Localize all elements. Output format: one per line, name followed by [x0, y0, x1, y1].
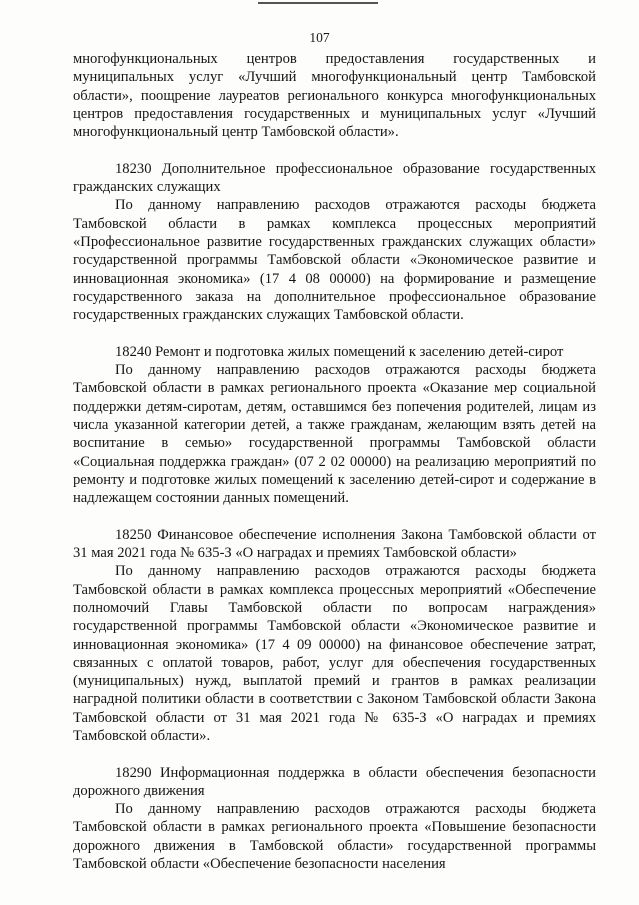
- section-heading-18250: 18250 Финансовое обеспечение исполнения Закона Тамбовской области от 31 мая 2021 года № 635-З «О наградах и премиях Тамбовской области»: [73, 526, 596, 562]
- top-edge-line: [258, 2, 378, 4]
- section-heading-18290: 18290 Информационная поддержка в области обеспечения безопасности дорожного движения: [73, 764, 596, 799]
- document-body: [73, 50, 596, 873]
- section-body-18240: По данному направлению расходов отражаются расходы бюджета Тамбовской области в рамках регионального проекта «Оказание мер социальной поддержки детям-сиротам, детям, оставшимся без попечения родителей, лицам из числа указанной категории детей, а также гражданам, желающим взять детей на воспитание в семью» государственной программы Тамбовской области «Социальная поддержка граждан» (07 2 02 00000) на реализацию мероприятий по ремонту и подготовке жилых помещений к заселению детей-сирот и содержание в надлежащем состоянии данных помещений.: [73, 362, 596, 507]
- section-heading-18230: 18230 Дополнительное профессиональное образование государственных гражданских служащих: [73, 160, 596, 196]
- section-body-18250: По данному направлению расходов отражаются расходы бюджета Тамбовской области в рамках комплекса процессных мероприятий «Обеспечение полномочий Главы Тамбовской области по вопросам награждения» государственной программы Тамбовской области «Экономическое развитие и инновационная экономика» (17 4 09 00000) на финансовое обеспечение затрат, связанных с оплатой товаров, работ, услуг для обеспечения государственных (муниципальных) нужд, выплатой премий и грантов в рамках реализации наградной политики области в соответствии с Законом Тамбовской области Закона Тамбовской области от 31 мая 2021 года № 635-З «О наградах и премиях Тамбовской области».: [73, 563, 596, 744]
- section-body-18230: По данному направлению расходов отражаются расходы бюджета Тамбовской области в рамках комплекса процессных мероприятий «Профессиональное развитие государственных гражданских служащих области» государственной программы Тамбовской области «Экономическое развитие и инновационная экономика» (17 4 08 00000) на формирование и размещение государственного заказа на дополнительное профессиональное образование государственных гражданских служащих Тамбовской области.: [73, 197, 596, 324]
- section-body-18290: По данному направлению расходов отражаются расходы бюджета Тамбовской области в рамках регионального проекта «Повышение безопасности дорожного движения в Тамбовской области» государственной программы Тамбовской области «Обеспечение безопасности населения: [73, 801, 596, 873]
- section-heading-18240: 18240 Ремонт и подготовка жилых помещений к заселению детей-сирот: [115, 343, 564, 360]
- page-number: 107: [309, 30, 330, 45]
- paragraph-continuation: многофункциональных центров предоставления государственных и муниципальных услуг «Лучший многофункциональный центр Тамбовской области», поощрение лауреатов регионального конкурса многофункциональных центров предоставления государственных и муниципальных услуг «Лучший многофункциональный центр Тамбовской области».: [73, 51, 596, 141]
